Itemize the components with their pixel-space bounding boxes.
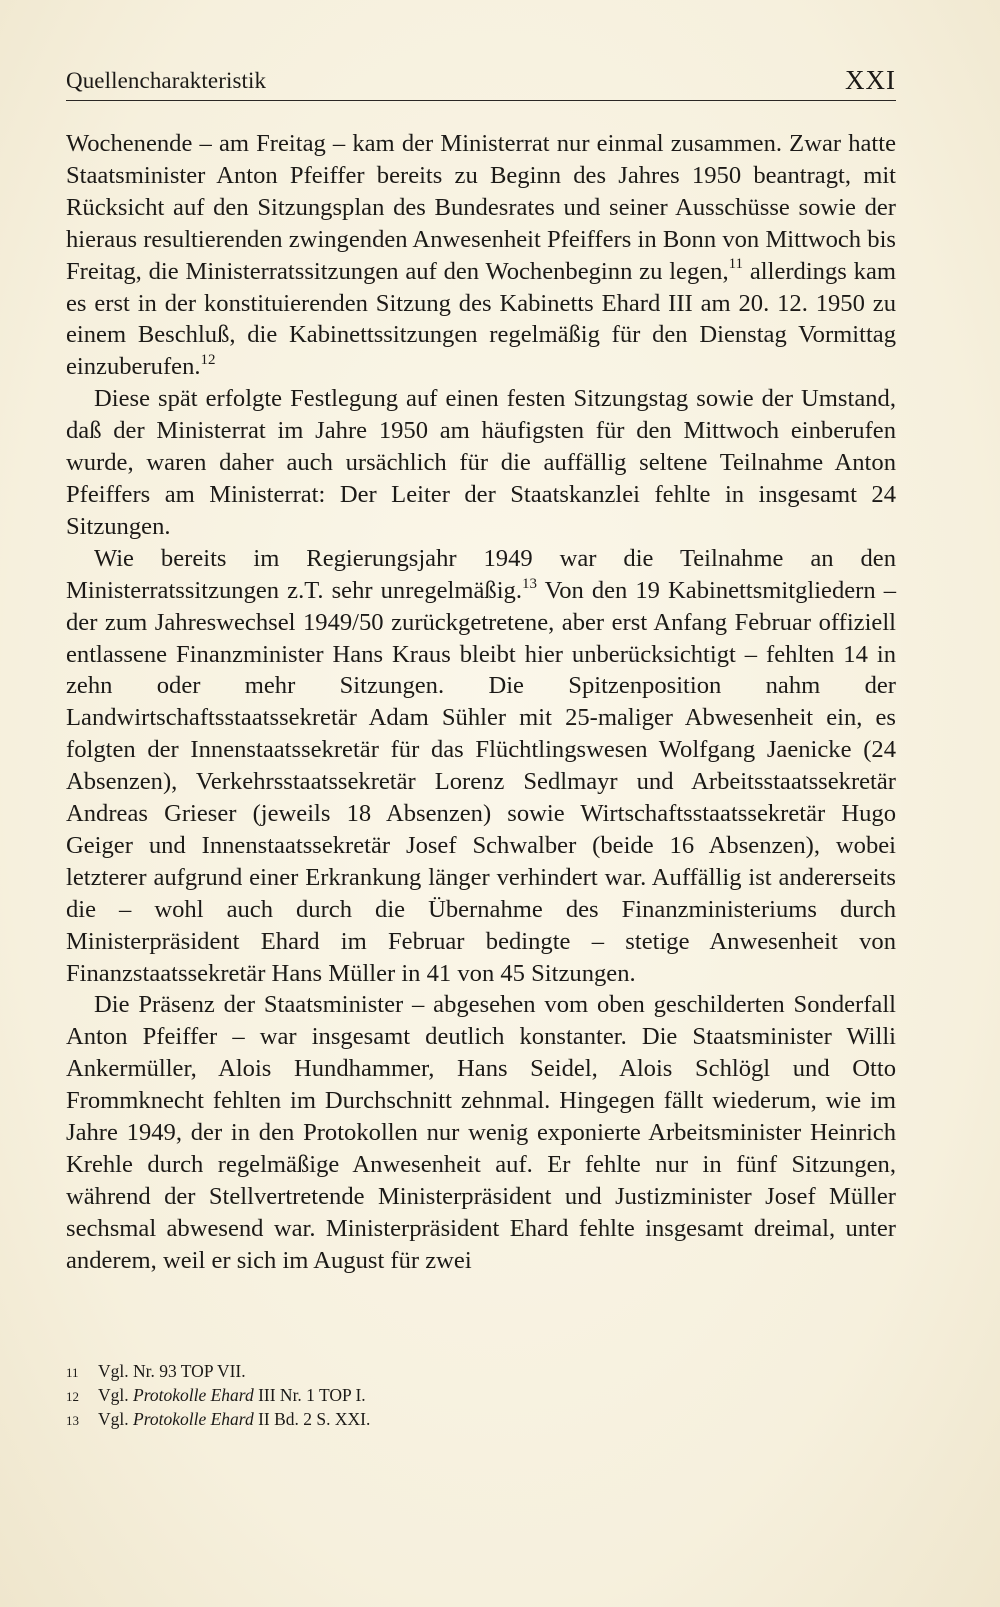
footnotes bbox=[66, 1360, 896, 1432]
paragraph-4: Die Präsenz der Staatsminister – abgesehen vom oben geschilderten Sonderfall Anton Pfeiffer – war insgesamt deutlich konstanter. Die Staatsminister Willi Ankermüller, Alois Hundhammer, Hans Seidel, Alois Schlögl und Otto Frommknecht fehlten im Durchschnitt zehnmal. Hingegen fällt wiederum, wie im Jahre 1949, der in den Protokollen nur wenig exponierte Arbeitsminister Heinrich Krehle durch regelmäßige Anwesenheit auf. Er fehlte nur in fünf Sitzungen, während der Stellvertretende Ministerpräsident und Justizminister Josef Müller sechsmal abwesend war. Ministerpräsident Ehard fehlte insgesamt dreimal, unter anderem, weil er sich im August für zwei bbox=[66, 991, 896, 1274]
footnote-number: 12 bbox=[66, 1389, 79, 1404]
footnote-text-italic: Protokolle Ehard bbox=[133, 1409, 254, 1429]
footnote-11 bbox=[66, 1360, 896, 1384]
footnote-text-rest: II Bd. 2 S. XXI. bbox=[253, 1409, 371, 1429]
footnote-12 bbox=[66, 1384, 896, 1408]
footnote-ref-12[interactable]: 12 bbox=[200, 352, 216, 369]
paragraph-1-text-b: allerdings kam es erst in der konstituierenden Sitzung des Kabinetts Ehard III am 20. 12. 1950 zu einem Beschluß, die Kabinettssitzungen regelmäßig für den Dienstag Vormittag einzuberufen. bbox=[66, 257, 896, 381]
paragraph-3-text-a: Wie bereits im Regierungsjahr 1949 war die Teilnahme an den Ministerratssitzungen z.T. sehr unregelmäßig. bbox=[66, 544, 896, 604]
footnote-number: 13 bbox=[66, 1413, 79, 1428]
paragraph-3-text-b: Von den 19 Kabinettsmitgliedern – der zum Jahreswechsel 1949/50 zurückgetretene, aber erst Anfang Februar offiziell entlassene Finanzminister Hans Kraus bleibt hier unberücksichtigt – fehlten 14 in zehn oder mehr Sitzungen. Die Spitzenposition nahm der Landwirtschaftsstaatssekretär Adam Sühler mit 25-maliger Abwesenheit ein, es folgten der Innenstaatssekretär für das Flüchtlingswesen Wolfgang Jaenicke (24 Absenzen), Verkehrsstaatssekretär Lorenz Sedlmayr und Arbeitsstaatssekretär Andreas Grieser (jeweils 18 Absenzen) sowie Wirtschaftsstaatssekretär Hugo Geiger und Innenstaatssekretär Josef Schwalber (beide 16 Absenzen), wobei letzterer aufgrund einer Erkrankung länger verhindert war. Auffällig ist andererseits die – wohl auch durch die Übernahme des Finanzministeriums durch Ministerpräsident Ehard im Februar bedingte – stetige Anwesenheit von Finanzstaatssekretär Hans Müller in 41 von 45 Sitzungen. bbox=[66, 576, 896, 987]
footnote-text bbox=[98, 1408, 370, 1431]
running-head bbox=[66, 64, 896, 101]
footnote-text-rest: III Nr. 1 TOP I. bbox=[253, 1385, 366, 1405]
footnote-number: 11 bbox=[66, 1365, 79, 1380]
footnote-text-plain: Vgl. Nr. 93 TOP VII. bbox=[98, 1361, 246, 1381]
footnote-text bbox=[98, 1360, 246, 1383]
footnote-text bbox=[98, 1384, 366, 1407]
footnote-13 bbox=[66, 1408, 896, 1432]
section-title: Quellencharakteristik bbox=[66, 68, 267, 93]
footnote-text-plain: Vgl. bbox=[98, 1409, 133, 1429]
main-text bbox=[66, 128, 896, 1277]
paragraph-1-text-a: Wochenende – am Freitag – kam der Ministerrat nur einmal zusammen. Zwar hatte Staatsminister Anton Pfeiffer bereits zu Beginn des Jahres 1950 beantragt, mit Rücksicht auf den Sitzungsplan des Bundesrates und seiner Ausschüsse sowie der hieraus resultierenden zwingenden Anwesenheit Pfeiffers in Bonn von Mittwoch bis Freitag, die Ministerratssitzungen auf den Wochenbeginn zu legen, bbox=[66, 130, 896, 285]
footnote-text-plain: Vgl. bbox=[98, 1385, 133, 1405]
paragraph-1 bbox=[66, 128, 896, 383]
footnote-text-italic: Protokolle Ehard bbox=[133, 1385, 254, 1405]
paragraph-2: Diese spät erfolgte Festlegung auf einen festen Sitzungstag sowie der Umstand, daß der Ministerrat im Jahre 1950 am häufigsten für den Mittwoch einberufen wurde, waren daher auch ursächlich für die auffällig seltene Teilnahme Anton Pfeiffers am Ministerrat: Der Leiter der Staatskanzlei fehlte in insgesamt 24 Sitzungen. bbox=[66, 385, 896, 540]
paragraph-3 bbox=[66, 543, 896, 990]
footnote-ref-11[interactable]: 11 bbox=[728, 256, 744, 273]
page-number: XXI bbox=[845, 65, 896, 95]
footnote-ref-13[interactable]: 13 bbox=[522, 575, 537, 592]
